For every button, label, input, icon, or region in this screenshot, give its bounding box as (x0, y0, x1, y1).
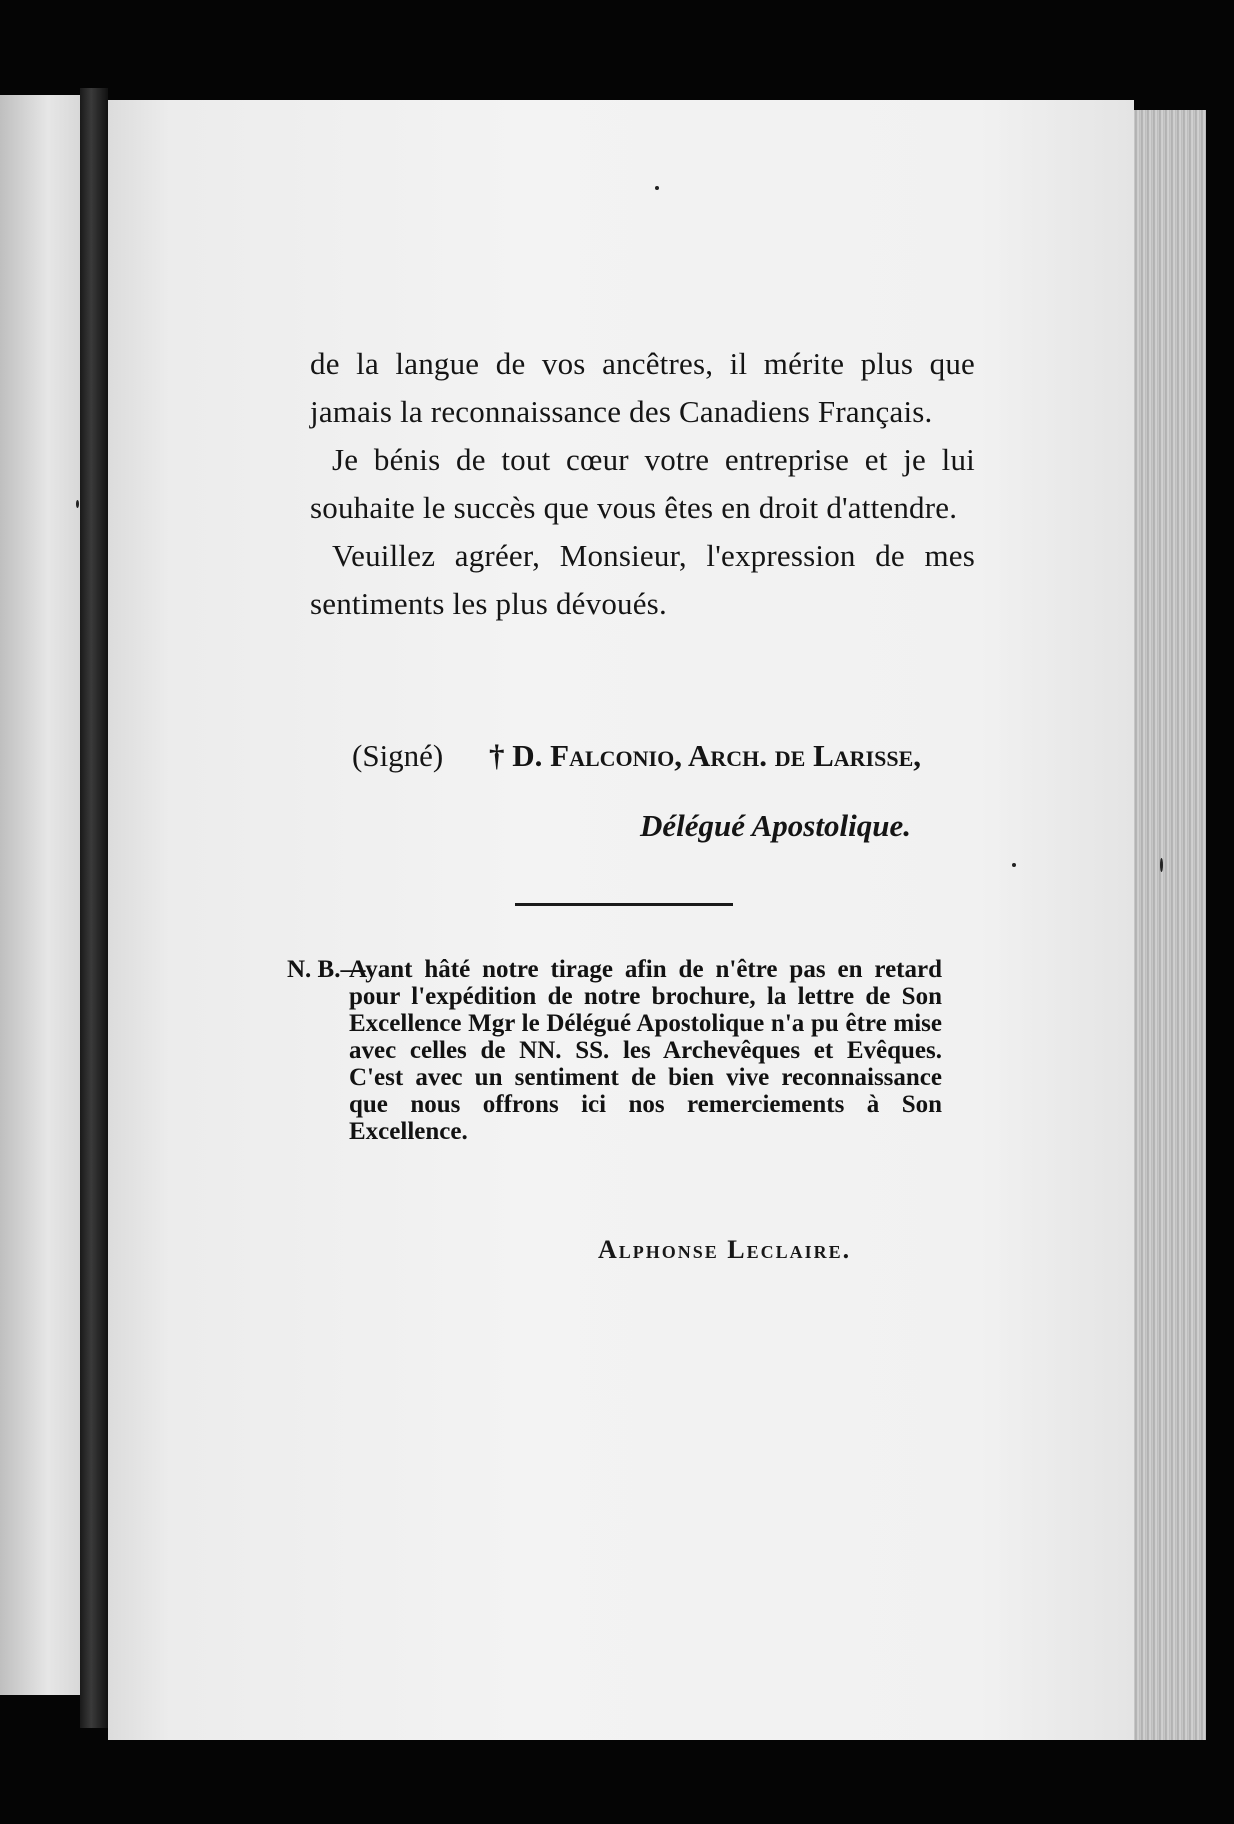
letter-body (310, 340, 975, 628)
page-stack-edge (1134, 110, 1206, 1740)
note-body: Ayant hâté notre tirage afin de n'être pas en retard pour l'expédition de notre brochure, la lettre de Son Excellence Mgr le Délégué Apostolique n'a pu être mise avec celles de NN. SS. les Archevêques et Evêques. C'est avec un sentiment de bien vive reconnaissance que nous offrons ici nos remerciements à Son Excellence. (349, 956, 942, 1145)
note-signoff: Alphonse Leclaire. (598, 1235, 852, 1264)
book-gutter (80, 88, 108, 1728)
signed-label: (Signé) (352, 738, 444, 773)
signatory-name: † D. Falconio, Arch. de Larisse, (489, 738, 921, 773)
letter-paragraph-2: Je bénis de tout cœur votre entreprise et je lui souhaite le succès que vous êtes en droit d'attendre. (310, 442, 975, 525)
signature-line (352, 738, 921, 774)
speck (76, 500, 79, 508)
section-divider (515, 903, 733, 906)
speck (1012, 863, 1016, 867)
editor-note (287, 956, 942, 1145)
note-marker: N. B.— (287, 956, 366, 983)
signatory-title: Délégué Apostolique. (640, 808, 911, 843)
speck (655, 186, 659, 190)
letter-paragraph-3: Veuillez agréer, Monsieur, l'expression de mes sentiments les plus dévoués. (310, 538, 975, 621)
speck (1160, 858, 1163, 872)
letter-paragraph-1: de la langue de vos ancêtres, il mérite plus que jamais la reconnaissance des Canadiens Français. (310, 346, 975, 429)
left-page-edge (0, 95, 80, 1695)
